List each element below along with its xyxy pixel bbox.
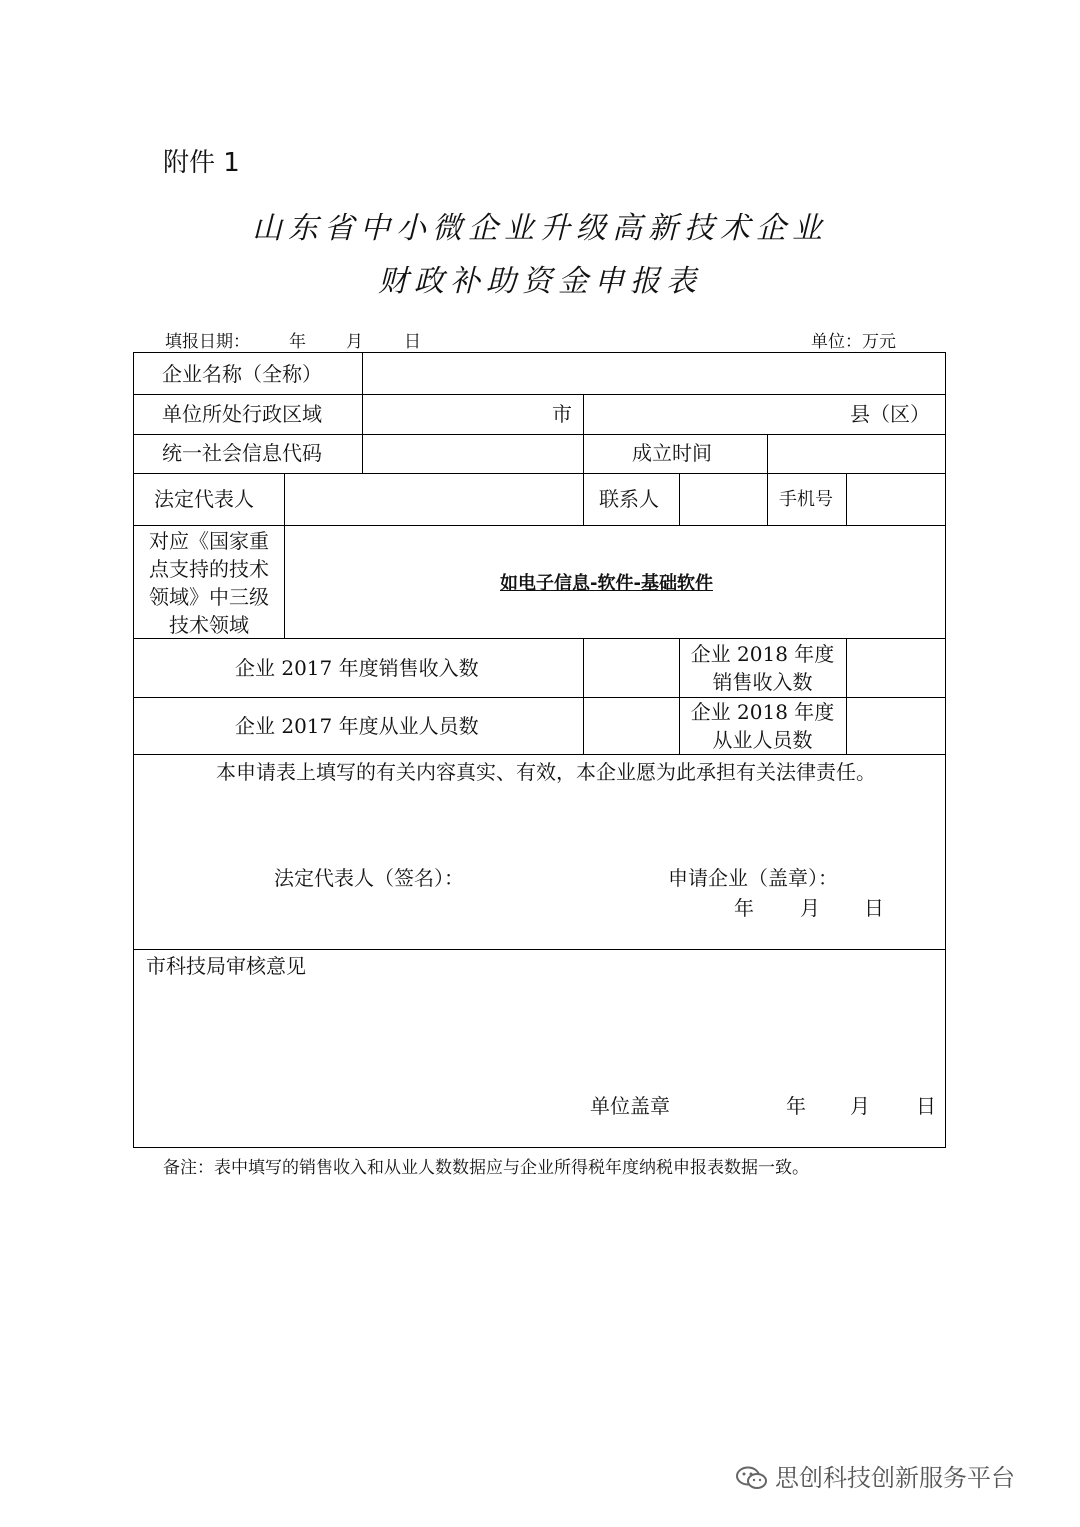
application-form-table xyxy=(133,352,946,1148)
watermark-text: 思创科技创新服务平台 xyxy=(775,1464,1015,1492)
attachment-label: 附件 1 xyxy=(163,148,240,178)
review-date-year: 年 xyxy=(786,1094,806,1118)
founded-label: 成立时间 xyxy=(632,441,712,465)
row-divider xyxy=(134,394,945,395)
wechat-icon xyxy=(735,1466,769,1490)
fill-date-month: 月 xyxy=(346,332,363,352)
col-divider xyxy=(846,473,847,525)
declaration-text: 本申请表上填写的有关内容真实、有效，本企业愿为此承担有关法律责任。 xyxy=(216,760,876,784)
staff-2017-label: 企业 2017 年度从业人员数 xyxy=(235,714,479,738)
tech-domain-label-line: 技术领域 xyxy=(169,613,249,637)
company-seal-label: 申请企业（盖章）： xyxy=(668,866,838,890)
credit-code-label: 统一社会信息代码 xyxy=(162,441,322,465)
sales-2017-label: 企业 2017 年度销售收入数 xyxy=(235,656,479,680)
contact-label: 联系人 xyxy=(599,487,659,511)
footnote: 备注：表中填写的销售收入和从业人数数据应与企业所得税年度纳税申报表数据一致。 xyxy=(163,1158,809,1178)
county-label: 县（区） xyxy=(850,402,930,426)
col-divider xyxy=(284,473,285,638)
tech-domain-label-line: 点支持的技术 xyxy=(149,557,269,581)
sales-2018-label xyxy=(679,640,846,696)
sign-date-day: 日 xyxy=(864,896,884,920)
city-label: 市 xyxy=(552,402,572,426)
col-divider xyxy=(767,473,768,525)
col-divider xyxy=(583,394,584,525)
form-title-line1: 山东省中小微企业升级高新技术企业 xyxy=(252,211,828,246)
staff-2018-label-line: 企业 2018 年度 xyxy=(690,700,835,724)
unit-label: 单位：万元 xyxy=(811,332,896,352)
staff-2018-label-line: 从业人员数 xyxy=(712,728,813,752)
sales-2018-label-line: 企业 2018 年度 xyxy=(690,642,835,666)
watermark xyxy=(735,1458,1015,1493)
legal-rep-label: 法定代表人 xyxy=(154,487,254,511)
staff-2018-label xyxy=(679,698,846,754)
review-opinion-label: 市科技局审核意见 xyxy=(146,954,306,978)
col-divider xyxy=(679,473,680,525)
col-divider xyxy=(846,638,847,754)
sales-2018-label-line: 销售收入数 xyxy=(712,670,813,694)
col-divider xyxy=(362,353,363,473)
sign-date-month: 月 xyxy=(800,896,820,920)
review-date-day: 日 xyxy=(916,1094,936,1118)
tech-domain-label-line: 对应《国家重 xyxy=(149,529,269,553)
fill-date-label: 填报日期： xyxy=(165,332,250,352)
row-divider xyxy=(134,754,945,755)
sign-date-year: 年 xyxy=(734,896,754,920)
row-divider xyxy=(134,473,945,474)
legal-rep-signature-label: 法定代表人（签名）： xyxy=(274,866,464,890)
tech-domain-label-line: 领域》中三级 xyxy=(149,585,269,609)
form-title-line2: 财政补助资金申报表 xyxy=(378,264,702,299)
col-divider xyxy=(767,434,768,473)
fill-date-year: 年 xyxy=(289,332,306,352)
tech-domain-label xyxy=(134,527,284,639)
fill-date-day: 日 xyxy=(404,332,421,352)
col-divider xyxy=(583,638,584,754)
company-name-label: 企业名称（全称） xyxy=(162,362,322,386)
phone-label: 手机号 xyxy=(779,489,833,510)
row-divider xyxy=(134,525,945,526)
tech-domain-example: 如电子信息-软件-基础软件 xyxy=(500,573,713,594)
review-date-month: 月 xyxy=(850,1094,870,1118)
row-divider xyxy=(134,949,945,950)
row-divider xyxy=(134,434,945,435)
unit-stamp-label: 单位盖章 xyxy=(590,1094,670,1118)
region-label: 单位所处行政区域 xyxy=(162,402,322,426)
